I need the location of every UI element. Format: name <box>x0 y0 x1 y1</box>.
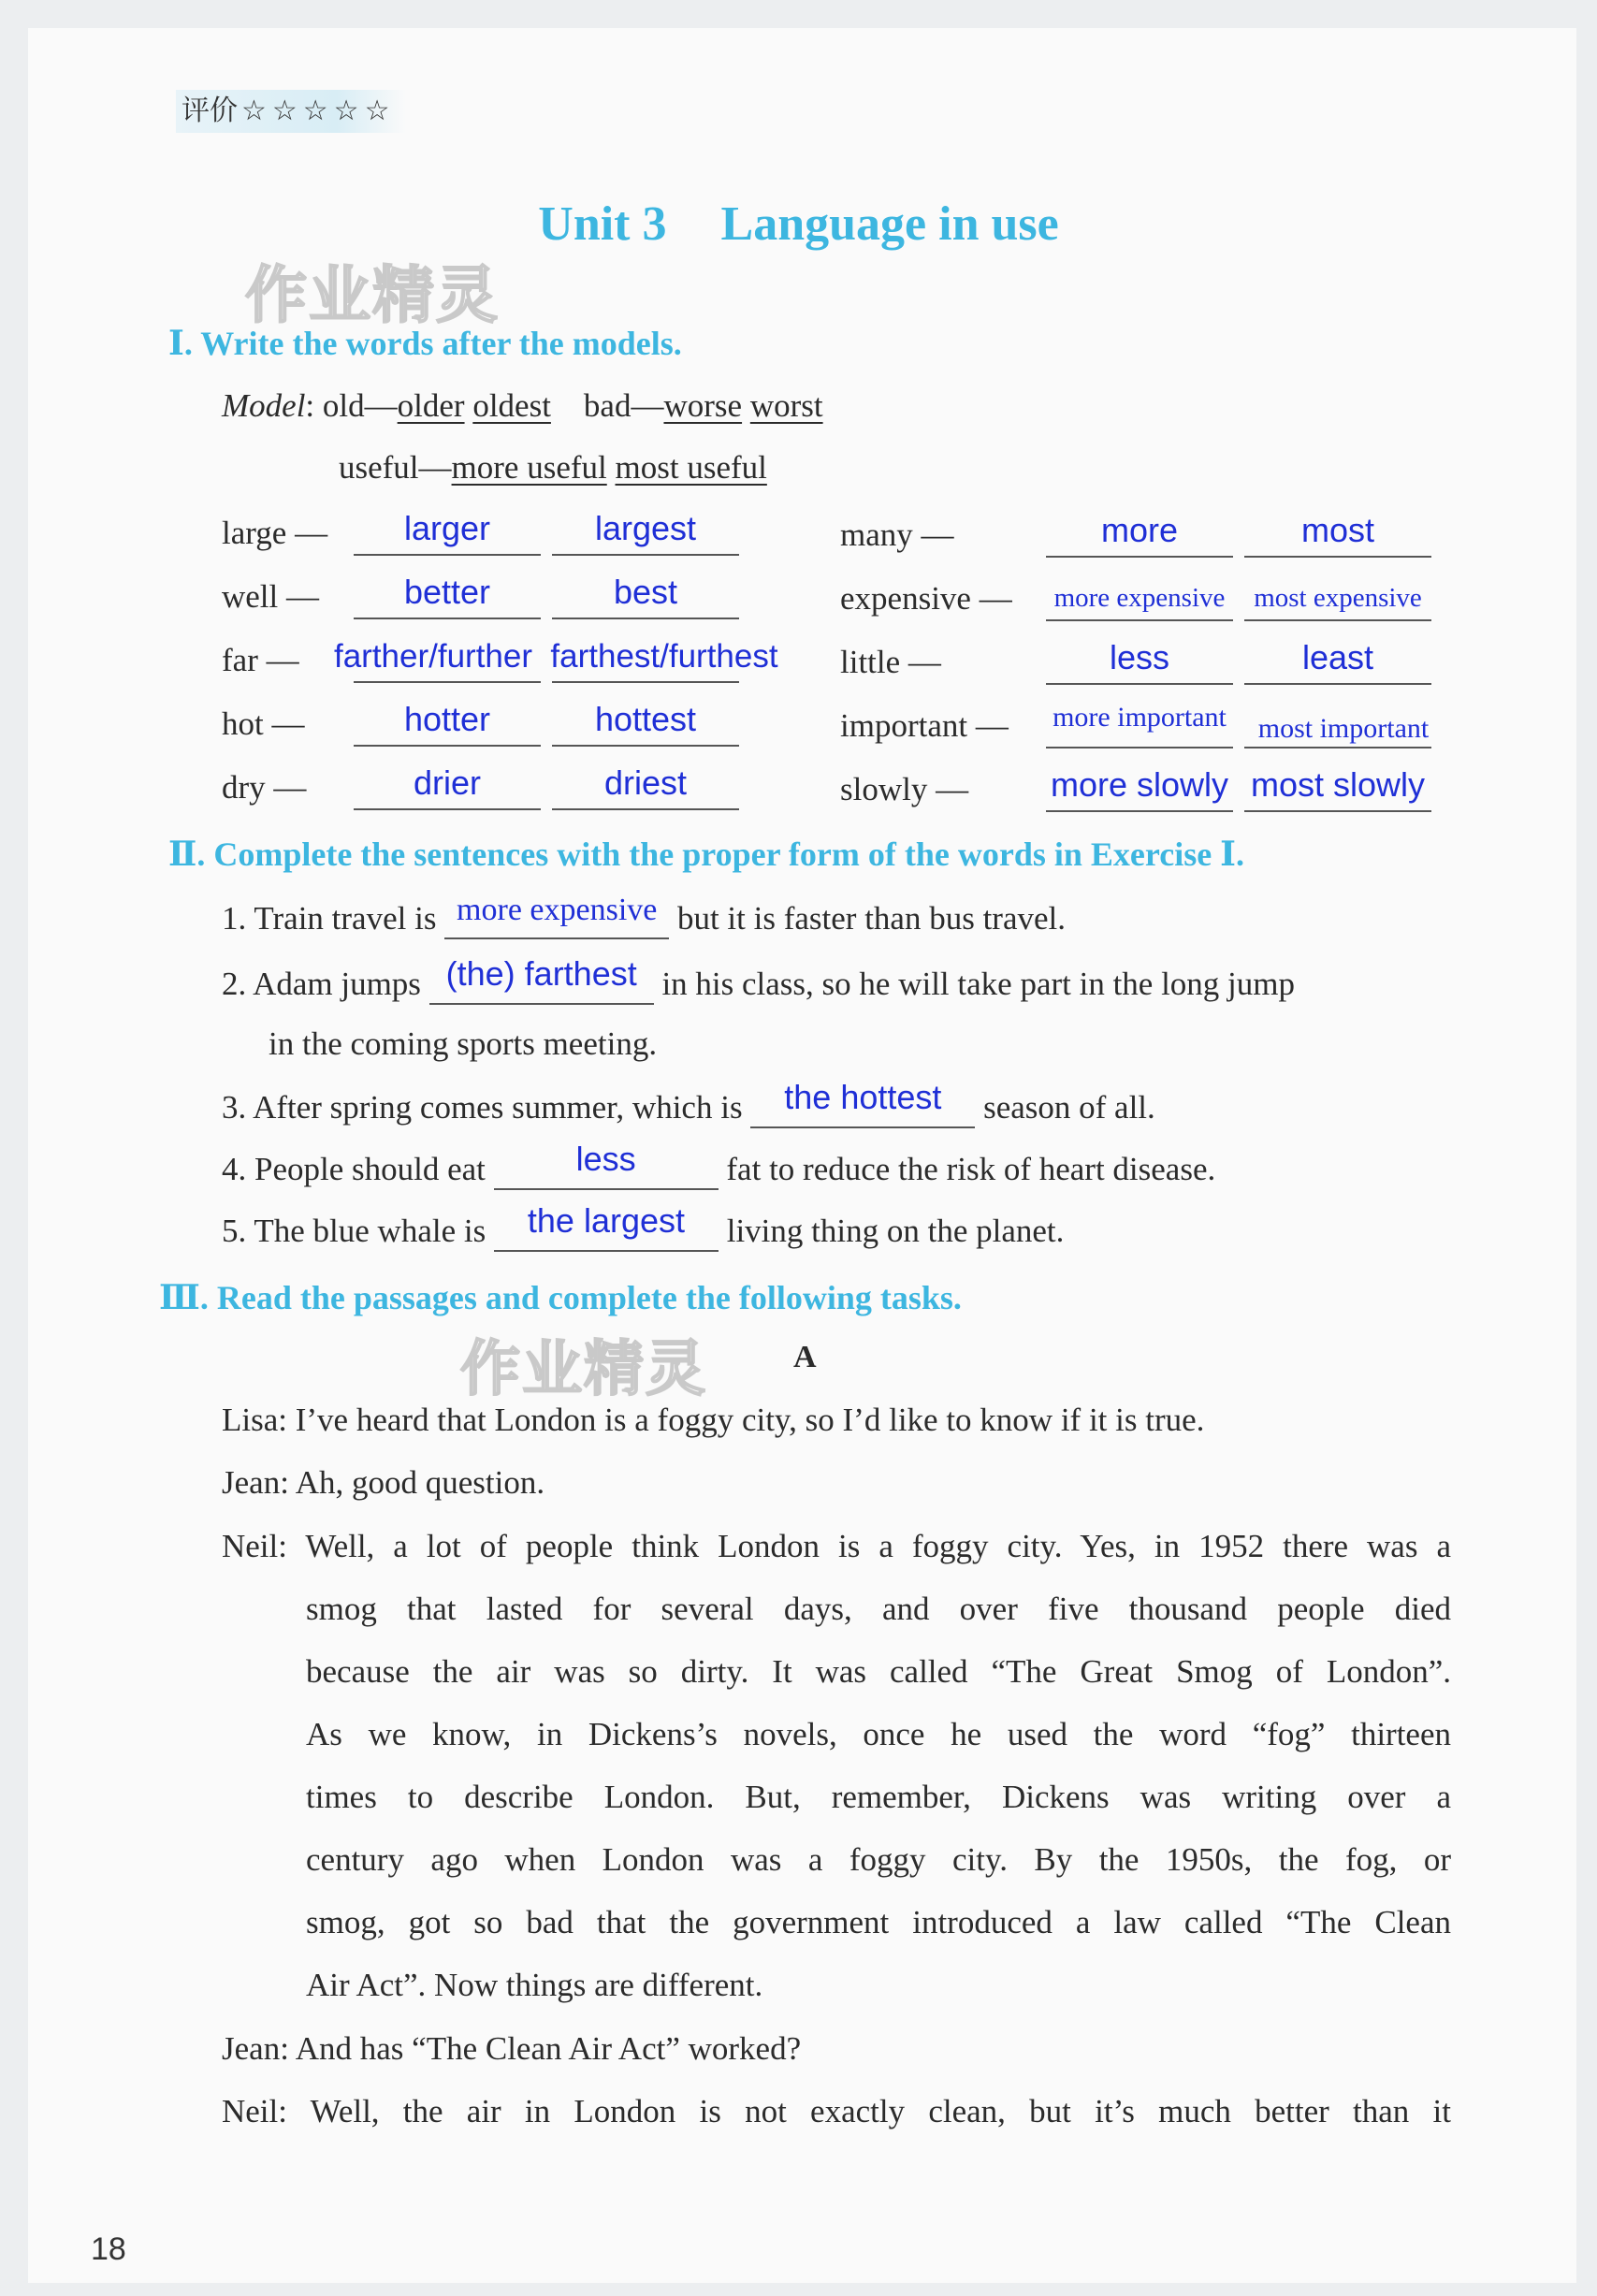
rating-label: 评价 <box>181 94 238 127</box>
unit-label: Unit 3 <box>538 197 667 251</box>
answer-blank[interactable] <box>494 1140 719 1190</box>
page-title <box>0 196 1597 252</box>
dialogue-line: As we know, in Dickens’s novels, once he used the word “fog” thirteen <box>306 1716 1451 1752</box>
answer-text: hottest <box>594 700 697 738</box>
model-label: Model <box>222 387 306 424</box>
answer-text: more important <box>1053 702 1227 733</box>
model-superlative: worst <box>749 387 823 424</box>
dialogue-line: Air Act”. Now things are different. <box>306 1967 763 2003</box>
answer-blank[interactable] <box>1244 638 1431 685</box>
section-title: Complete the sentences with the proper form of the words in Exercise Ⅰ. <box>213 836 1245 873</box>
answer-blank[interactable] <box>552 763 739 810</box>
answer-blank[interactable] <box>1244 511 1431 558</box>
answer-text: more slowly <box>1050 765 1229 804</box>
model-word: bad— <box>583 387 664 424</box>
sentence-3 <box>222 1078 1155 1128</box>
rating-banner <box>176 90 406 133</box>
answer-text: farther/further <box>333 638 533 675</box>
answer-text: more expensive <box>1053 583 1226 613</box>
answer-text: larger <box>403 509 491 547</box>
answer-blank[interactable] <box>444 893 669 939</box>
section-title: Write the words after the models. <box>200 325 682 362</box>
sentence-5 <box>222 1201 1065 1252</box>
answer-blank[interactable] <box>1244 765 1431 812</box>
sentence-text: 3. After spring comes summer, which is <box>222 1089 751 1126</box>
model-superlative: most useful <box>615 449 767 486</box>
answer-blank[interactable] <box>354 509 541 556</box>
page-number: 18 <box>91 2231 126 2267</box>
section-2-heading <box>168 835 1244 874</box>
dialogue-line: because the air was so dirty. It was called “The Great Smog of London”. <box>306 1653 1451 1690</box>
answer-text: most expensive <box>1254 583 1422 613</box>
section-title: Read the passages and complete the following tasks. <box>216 1279 962 1316</box>
model-line: Model: old—older oldest bad—worse worst <box>222 387 823 424</box>
answer-text: the hottest <box>784 1078 942 1116</box>
sentence-text: in his class, so he will take part in the long jump <box>653 966 1296 1002</box>
model-line <box>339 449 767 487</box>
section-1-heading <box>168 324 682 363</box>
answer-blank[interactable] <box>354 700 541 747</box>
dialogue-line: century ago when London was a foggy city. By the 1950s, the fog, or <box>306 1841 1451 1878</box>
word-label: far — <box>222 642 299 678</box>
sentence-1 <box>222 893 1066 939</box>
answer-blank[interactable] <box>552 573 739 619</box>
word-label: little — <box>840 644 941 680</box>
section-3-heading <box>159 1278 962 1317</box>
sentence-4 <box>222 1140 1216 1190</box>
answer-text: farthest/furthest <box>550 638 778 675</box>
answer-text: largest <box>594 509 697 547</box>
passage-label: A <box>793 1340 817 1374</box>
section-number: Ⅰ. <box>168 325 193 362</box>
sentence-text: 5. The blue whale is <box>222 1213 494 1249</box>
dialogue-line: smog that lasted for several days, and over five thousand people died <box>306 1591 1451 1627</box>
word-label: expensive — <box>840 580 1012 617</box>
model-word: old— <box>322 387 398 424</box>
word-label: large — <box>222 515 328 551</box>
answer-text: drier <box>413 763 482 802</box>
answer-blank[interactable] <box>552 509 739 556</box>
model-comparative: worse <box>663 387 743 424</box>
dialogue-line: Neil: Well, a lot of people think London is a foggy city. Yes, in 1952 there was a <box>222 1528 1451 1564</box>
sentence-text: but it is faster than bus travel. <box>669 900 1066 937</box>
answer-blank[interactable] <box>354 573 541 619</box>
rating-stars[interactable]: ☆☆☆☆☆ <box>241 94 396 127</box>
sentence-2-continued: in the coming sports meeting. <box>269 1025 658 1062</box>
answer-text: less <box>1109 638 1170 676</box>
answer-text: most important <box>1257 713 1430 744</box>
model-comparative: more useful <box>451 449 607 486</box>
sentence-text: living thing on the planet. <box>718 1213 1065 1249</box>
answer-blank[interactable] <box>552 700 739 747</box>
answer-text: most <box>1300 511 1374 549</box>
unit-title: Language in use <box>720 197 1059 251</box>
answer-blank[interactable] <box>1046 702 1233 748</box>
sentence-text: 1. Train travel is <box>222 900 445 937</box>
answer-text: the largest <box>527 1201 686 1240</box>
word-label: important — <box>840 707 1009 744</box>
model-comparative: older <box>397 387 465 424</box>
dialogue-line: Jean: And has “The Clean Air Act” worked? <box>222 2030 802 2067</box>
sentence-text: 4. People should eat <box>222 1151 494 1187</box>
word-label: dry — <box>222 769 307 806</box>
dialogue-line: times to describe London. But, remember, Dickens was writing over a <box>306 1779 1451 1815</box>
answer-blank[interactable] <box>429 954 654 1005</box>
sentence-2 <box>222 954 1296 1005</box>
answer-blank[interactable] <box>1244 709 1431 748</box>
dialogue-line: smog, got so bad that the government introduced a law called “The Clean <box>306 1904 1451 1940</box>
answer-text: more expensive <box>457 893 658 927</box>
answer-blank[interactable] <box>750 1078 975 1128</box>
watermark-logo: 作业精灵 <box>245 259 500 331</box>
answer-text: hotter <box>403 700 491 738</box>
answer-text: best <box>613 573 678 611</box>
section-number: Ⅲ. <box>159 1279 209 1316</box>
answer-blank[interactable] <box>354 763 541 810</box>
word-label: many — <box>840 516 954 553</box>
section-number: Ⅱ. <box>168 836 206 873</box>
answer-blank[interactable] <box>1244 582 1431 621</box>
model-word: useful— <box>339 449 452 486</box>
answer-text: least <box>1301 638 1374 676</box>
watermark-logo: 作业精灵 <box>460 1335 707 1404</box>
word-label: well — <box>222 578 320 615</box>
answer-text: (the) farthest <box>445 954 637 993</box>
dialogue-line: Lisa: I’ve heard that London is a foggy city, so I’d like to know if it is true. <box>222 1402 1205 1438</box>
answer-blank[interactable] <box>1046 511 1233 558</box>
answer-blank[interactable] <box>550 638 778 683</box>
answer-text: driest <box>603 763 688 802</box>
sentence-text: fat to reduce the risk of heart disease. <box>718 1151 1216 1187</box>
dialogue-line: Neil: Well, the air in London is not exactly clean, but it’s much better than it <box>222 2093 1451 2129</box>
word-label: slowly — <box>840 771 969 807</box>
sentence-text: 2. Adam jumps <box>222 966 429 1002</box>
answer-text: most slowly <box>1250 765 1426 804</box>
answer-text: better <box>403 573 491 611</box>
answer-blank[interactable] <box>1046 582 1233 621</box>
word-label: hot — <box>222 705 305 742</box>
model-superlative: oldest <box>472 387 551 424</box>
sentence-text: season of all. <box>975 1089 1155 1126</box>
dialogue-line: Jean: Ah, good question. <box>222 1464 545 1501</box>
answer-text: more <box>1100 511 1179 549</box>
answer-blank[interactable] <box>1046 765 1233 812</box>
answer-text: less <box>575 1140 636 1178</box>
answer-blank[interactable] <box>494 1201 719 1252</box>
answer-blank[interactable] <box>333 638 541 683</box>
answer-blank[interactable] <box>1046 638 1233 685</box>
